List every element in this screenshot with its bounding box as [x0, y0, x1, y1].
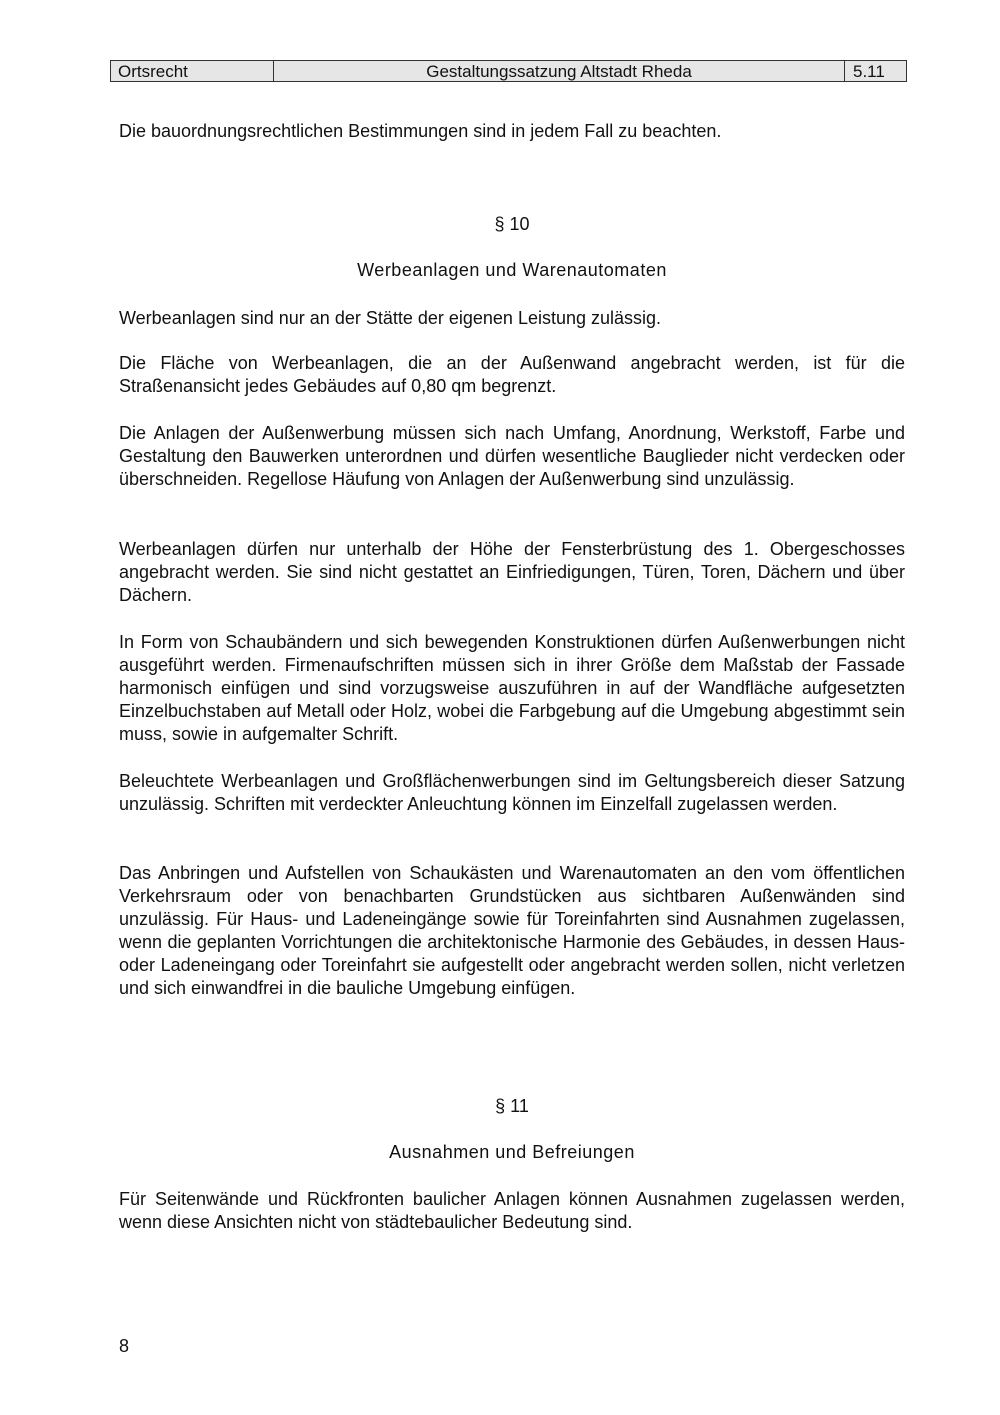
intro-paragraph: Die bauordnungsrechtlichen Bestimmungen sind in jedem Fall zu beachten.	[119, 121, 722, 141]
section-10-paragraph-2: Die Fläche von Werbeanlagen, die an der Außenwand angebracht werden, ist für die Straßenansicht jedes Gebäudes auf 0,80 qm begrenzt.	[119, 353, 905, 396]
section-10-paragraph-4: Werbeanlagen dürfen nur unterhalb der Höhe der Fensterbrüstung des 1. Obergeschosses angebracht werden. Sie sind nicht gestattet an Einfriedigungen, Türen, Toren, Dächern und über Dächern.	[119, 539, 905, 605]
header-section: Ortsrecht	[111, 61, 274, 81]
section-11-paragraph-1: Für Seitenwände und Rückfronten baulicher Anlagen können Ausnahmen zugelassen werden, wenn diese Ansichten nicht von städtebaulicher Bedeutung sind.	[119, 1189, 905, 1232]
section-10-mark: § 10	[494, 214, 530, 234]
document-header	[110, 60, 907, 82]
section-10-paragraph-1: Werbeanlagen sind nur an der Stätte der eigenen Leistung zulässig.	[119, 308, 662, 328]
section-10-paragraph-5: In Form von Schaubändern und sich bewegenden Konstruktionen dürfen Außenwerbungen nicht ausgeführt werden. Firmenaufschriften müssen sich in ihrer Größe dem Maßstab der Fassade harmonisch einfügen und sind vorzugsweise auszuführen in auf der Wandfläche aufgesetzten Einzelbuchstaben auf Metall oder Holz, wobei die Farbgebung auf die Umgebung abgestimmt sein muss, sowie in aufgemalter Schrift.	[119, 632, 905, 744]
section-10-paragraph-7: Das Anbringen und Aufstellen von Schaukästen und Warenautomaten an den vom öffentlichen Verkehrsraum oder von benachbarten Grundstücken aus sichtbaren Außenwänden sind unzulässig. Für Haus- und Ladeneingänge sowie für Toreinfahrten sind Ausnahmen zugelassen, wenn die geplanten Vorrichtungen die architektonische Harmonie des Gebäudes, in dessen Haus- oder Ladeneingang oder Toreinfahrt sie aufgestellt oder angebracht werden sollen, nicht verletzen und sich einwandfrei in die bauliche Umgebung einfügen.	[119, 863, 905, 998]
section-10-paragraph-6: Beleuchtete Werbeanlagen und Großflächenwerbungen sind im Geltungsbereich dieser Satzung unzulässig. Schriften mit verdeckter Anleuchtung können im Einzelfall zugelassen werden.	[119, 771, 905, 814]
section-11-mark: § 11	[495, 1096, 529, 1116]
header-title: Gestaltungssatzung Altstadt Rheda	[274, 61, 845, 81]
header-number: 5.11	[853, 62, 885, 81]
page-number: 8	[119, 1336, 130, 1356]
section-10-heading: Werbeanlagen und Warenautomaten	[357, 260, 667, 280]
section-10-paragraph-3: Die Anlagen der Außenwerbung müssen sich nach Umfang, Anordnung, Werkstoff, Farbe und Gestaltung den Bauwerken unterordnen und dürfen wesentliche Bauglieder nicht verdecken oder überschneiden. Regellose Häufung von Anlagen der Außenwerbung sind unzulässig.	[119, 423, 905, 489]
section-11-heading: Ausnahmen und Befreiungen	[389, 1142, 635, 1162]
